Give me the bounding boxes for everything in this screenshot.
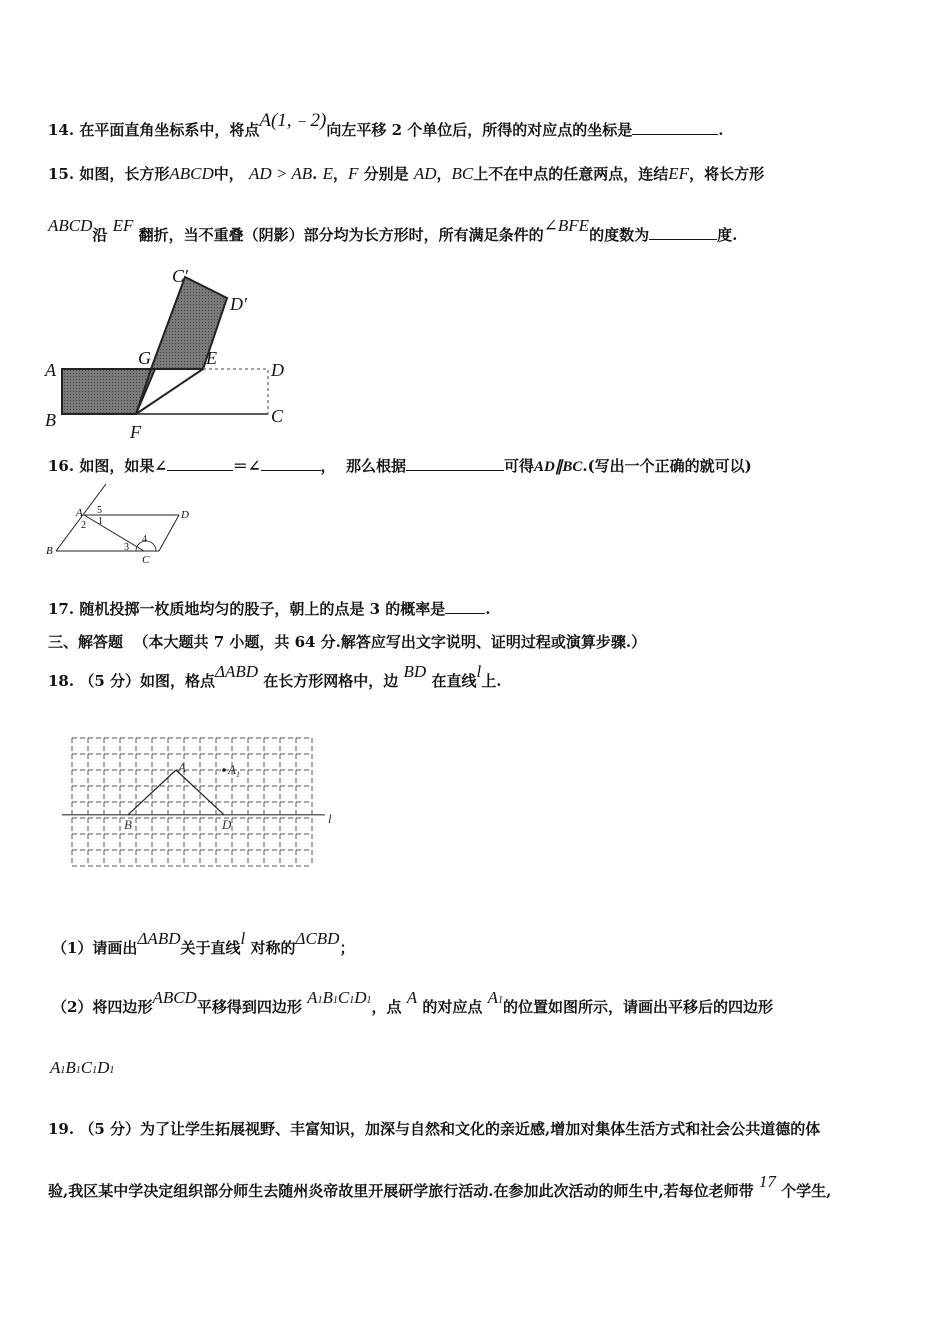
q18-text: 在长方形网格中，边 bbox=[263, 672, 399, 690]
q15-text: ，将长方形 bbox=[689, 165, 765, 183]
q16 bbox=[48, 455, 752, 476]
q16-label-c: C bbox=[142, 554, 150, 566]
point-a1 bbox=[222, 768, 226, 772]
q16-angle-2: 2 bbox=[81, 520, 86, 531]
q17-end: . bbox=[485, 600, 491, 618]
q18-grid-figure bbox=[60, 730, 350, 880]
q18-triangle: ΔABD bbox=[215, 662, 259, 681]
q18-part1-text: （1）请画出 bbox=[52, 939, 138, 957]
q15-text: 度. bbox=[717, 226, 738, 244]
q18-part2 bbox=[52, 988, 774, 1017]
q16-label-a: A bbox=[76, 507, 83, 519]
q18 bbox=[48, 662, 502, 691]
q19-number17: 17 bbox=[758, 1172, 776, 1191]
q18-part1-l: l bbox=[240, 929, 246, 948]
q14 bbox=[48, 110, 724, 141]
q15-text: 的度数为 bbox=[589, 226, 650, 244]
q15-label-f: F bbox=[130, 422, 141, 442]
q15-angle: ∠BFE bbox=[543, 216, 590, 235]
q16-label-d: D bbox=[181, 509, 189, 521]
q15-rect: ABCD bbox=[169, 164, 214, 183]
q18-part2-text: （2）将四边形 bbox=[52, 998, 153, 1016]
q16-text: 可得 bbox=[503, 457, 534, 475]
q15-text: 分别是 bbox=[363, 165, 409, 183]
q16-text: 那么根据 bbox=[345, 457, 406, 475]
q15-number: 15. bbox=[48, 165, 75, 183]
segment-ab bbox=[128, 770, 176, 815]
q15-label-e: E bbox=[206, 348, 217, 368]
label-a: A bbox=[178, 760, 186, 775]
q18-part2-text: 的对应点 bbox=[422, 998, 483, 1016]
section3-desc: （本大题共 7 小题，共 64 分.解答应写出文字说明、证明过程或演算步骤.） bbox=[133, 633, 647, 651]
label-b: B bbox=[124, 816, 132, 832]
q15-label-g: G bbox=[138, 348, 151, 368]
segment-ad bbox=[176, 770, 224, 815]
q14-answer-blank[interactable] bbox=[632, 120, 718, 135]
q16-angle-1: 1 bbox=[98, 516, 103, 527]
q15-dashed-edge bbox=[203, 369, 268, 414]
q19-number: 19. bbox=[48, 1120, 75, 1138]
section3-heading bbox=[48, 631, 646, 652]
q15-text: ， bbox=[332, 165, 348, 183]
q18-part2-text: ，点 bbox=[371, 998, 402, 1016]
q15-f: F bbox=[347, 164, 359, 183]
q18-number: 18. bbox=[48, 672, 75, 690]
q15-label-c: C bbox=[271, 406, 284, 426]
q18-part1-end: ； bbox=[339, 939, 355, 957]
q16-text: ＝∠ bbox=[232, 457, 261, 475]
q18-bd: BD bbox=[403, 662, 427, 681]
q18-text: 上. bbox=[481, 672, 502, 690]
label-d: D bbox=[222, 816, 232, 832]
q19-text: （5 分）为了让学生拓展视野、丰富知识，加深与自然和文化的亲近感,增加对集体生活方式和社会公共道德的体 bbox=[79, 1120, 821, 1138]
q15-label-d1: D′ bbox=[230, 294, 247, 314]
q17-text: 随机投掷一枚质地均匀的股子，朝上的点是 3 的概率是 bbox=[79, 600, 446, 618]
q15-rect: ABCD bbox=[48, 216, 93, 235]
q18-part2-text: 平移得到四边形 bbox=[196, 998, 302, 1016]
q17-answer-blank[interactable] bbox=[445, 599, 485, 614]
q16-blank-1[interactable] bbox=[167, 456, 233, 471]
q15-ef: EF bbox=[112, 216, 134, 235]
q15-ef: EF bbox=[668, 164, 690, 183]
q18-part2-text: 的位置如图所示，请画出平移后的四边形 bbox=[503, 998, 774, 1016]
q15-text: ， bbox=[436, 165, 452, 183]
q17 bbox=[48, 598, 490, 619]
q15-label-d: D bbox=[271, 360, 284, 380]
q15-ad: AD bbox=[413, 164, 437, 183]
q15-figure bbox=[40, 262, 300, 442]
q15-text: 沿 bbox=[92, 226, 108, 244]
q15-label-a: A bbox=[45, 360, 56, 380]
q16-angle-3: 3 bbox=[124, 542, 129, 553]
q19-line2 bbox=[48, 1172, 832, 1201]
q18-part1-text: 对称的 bbox=[250, 939, 296, 957]
q15-e: E bbox=[322, 164, 333, 183]
q17-number: 17. bbox=[48, 600, 75, 618]
q15-text: 如图，长方形 bbox=[79, 165, 170, 183]
q15-line1 bbox=[48, 163, 764, 184]
q16-parallel: AD∥BC bbox=[534, 459, 583, 475]
q15-text: . bbox=[312, 165, 318, 183]
q16-ac-line bbox=[84, 515, 144, 551]
q19-text: 验,我区某中学决定组织部分师生去随州炎帝故里开展研学旅行活动.在参加此次活动的师生中,若每位老师带 bbox=[48, 1182, 754, 1200]
q18-part1-triangle2: ΔCBD bbox=[295, 929, 340, 948]
q18-part2-rect2: A1B1C1D1 bbox=[307, 988, 372, 1007]
q14-point: A(1,﹣2) bbox=[259, 110, 327, 131]
q18-text: （5 分）如图，格点 bbox=[79, 672, 216, 690]
q16-cd-line bbox=[159, 515, 179, 551]
q18-part2-rect3: A1B1C1D1 bbox=[50, 1058, 115, 1077]
q15-shaded-left bbox=[62, 369, 155, 414]
q15-answer-blank[interactable] bbox=[649, 225, 717, 240]
q15-label-c1: C′ bbox=[172, 266, 188, 286]
q18-text: 在直线 bbox=[431, 672, 477, 690]
q18-part1-text: 关于直线 bbox=[180, 939, 241, 957]
q16-blank-2[interactable] bbox=[261, 456, 321, 471]
label-a1: $A_1$ bbox=[228, 762, 240, 779]
q16-text: .(写出一个正确的就可以) bbox=[582, 457, 752, 475]
q18-l: l bbox=[476, 662, 482, 681]
label-l: l bbox=[328, 810, 332, 826]
q18-part2-cont bbox=[50, 1058, 114, 1078]
q14-text-pre: 在平面直角坐标系中，将点 bbox=[79, 121, 260, 139]
q15-label-b: B bbox=[45, 410, 56, 430]
q15-line2 bbox=[48, 216, 738, 245]
q15-condition: AD > AB bbox=[249, 164, 313, 183]
q18-part1 bbox=[52, 929, 355, 958]
q16-text: ， bbox=[320, 457, 336, 475]
q15-text: 翻折，当不重叠（阴影）部分均为长方形时，所有满足条件的 bbox=[138, 226, 544, 244]
q16-label-b: B bbox=[46, 545, 53, 557]
q16-angle-4: 4 bbox=[142, 534, 147, 545]
q19-text: 个学生, bbox=[781, 1182, 832, 1200]
q16-angle-5: 5 bbox=[97, 505, 102, 516]
q14-end: . bbox=[718, 121, 724, 139]
q19-line1 bbox=[48, 1118, 820, 1139]
q18-part2-rect: ABCD bbox=[152, 988, 197, 1007]
q18-part2-point1: A1 bbox=[487, 988, 504, 1007]
q15-text: 中， bbox=[213, 165, 244, 183]
q16-number: 16. bbox=[48, 457, 75, 475]
q18-part2-point: A bbox=[406, 988, 418, 1007]
q15-text: 上不在中点的任意两点，连结 bbox=[473, 165, 669, 183]
q16-figure bbox=[44, 484, 204, 566]
q15-bc: BC bbox=[451, 164, 474, 183]
q16-blank-3[interactable] bbox=[406, 456, 504, 471]
section3-title: 三、解答题 bbox=[48, 633, 124, 651]
q14-number: 14. bbox=[48, 121, 75, 139]
q16-text: 如图，如果∠ bbox=[79, 457, 167, 475]
q14-text-post: 向左平移 2 个单位后，所得的对应点的坐标是 bbox=[326, 121, 633, 139]
q18-part1-triangle: ΔABD bbox=[137, 929, 181, 948]
